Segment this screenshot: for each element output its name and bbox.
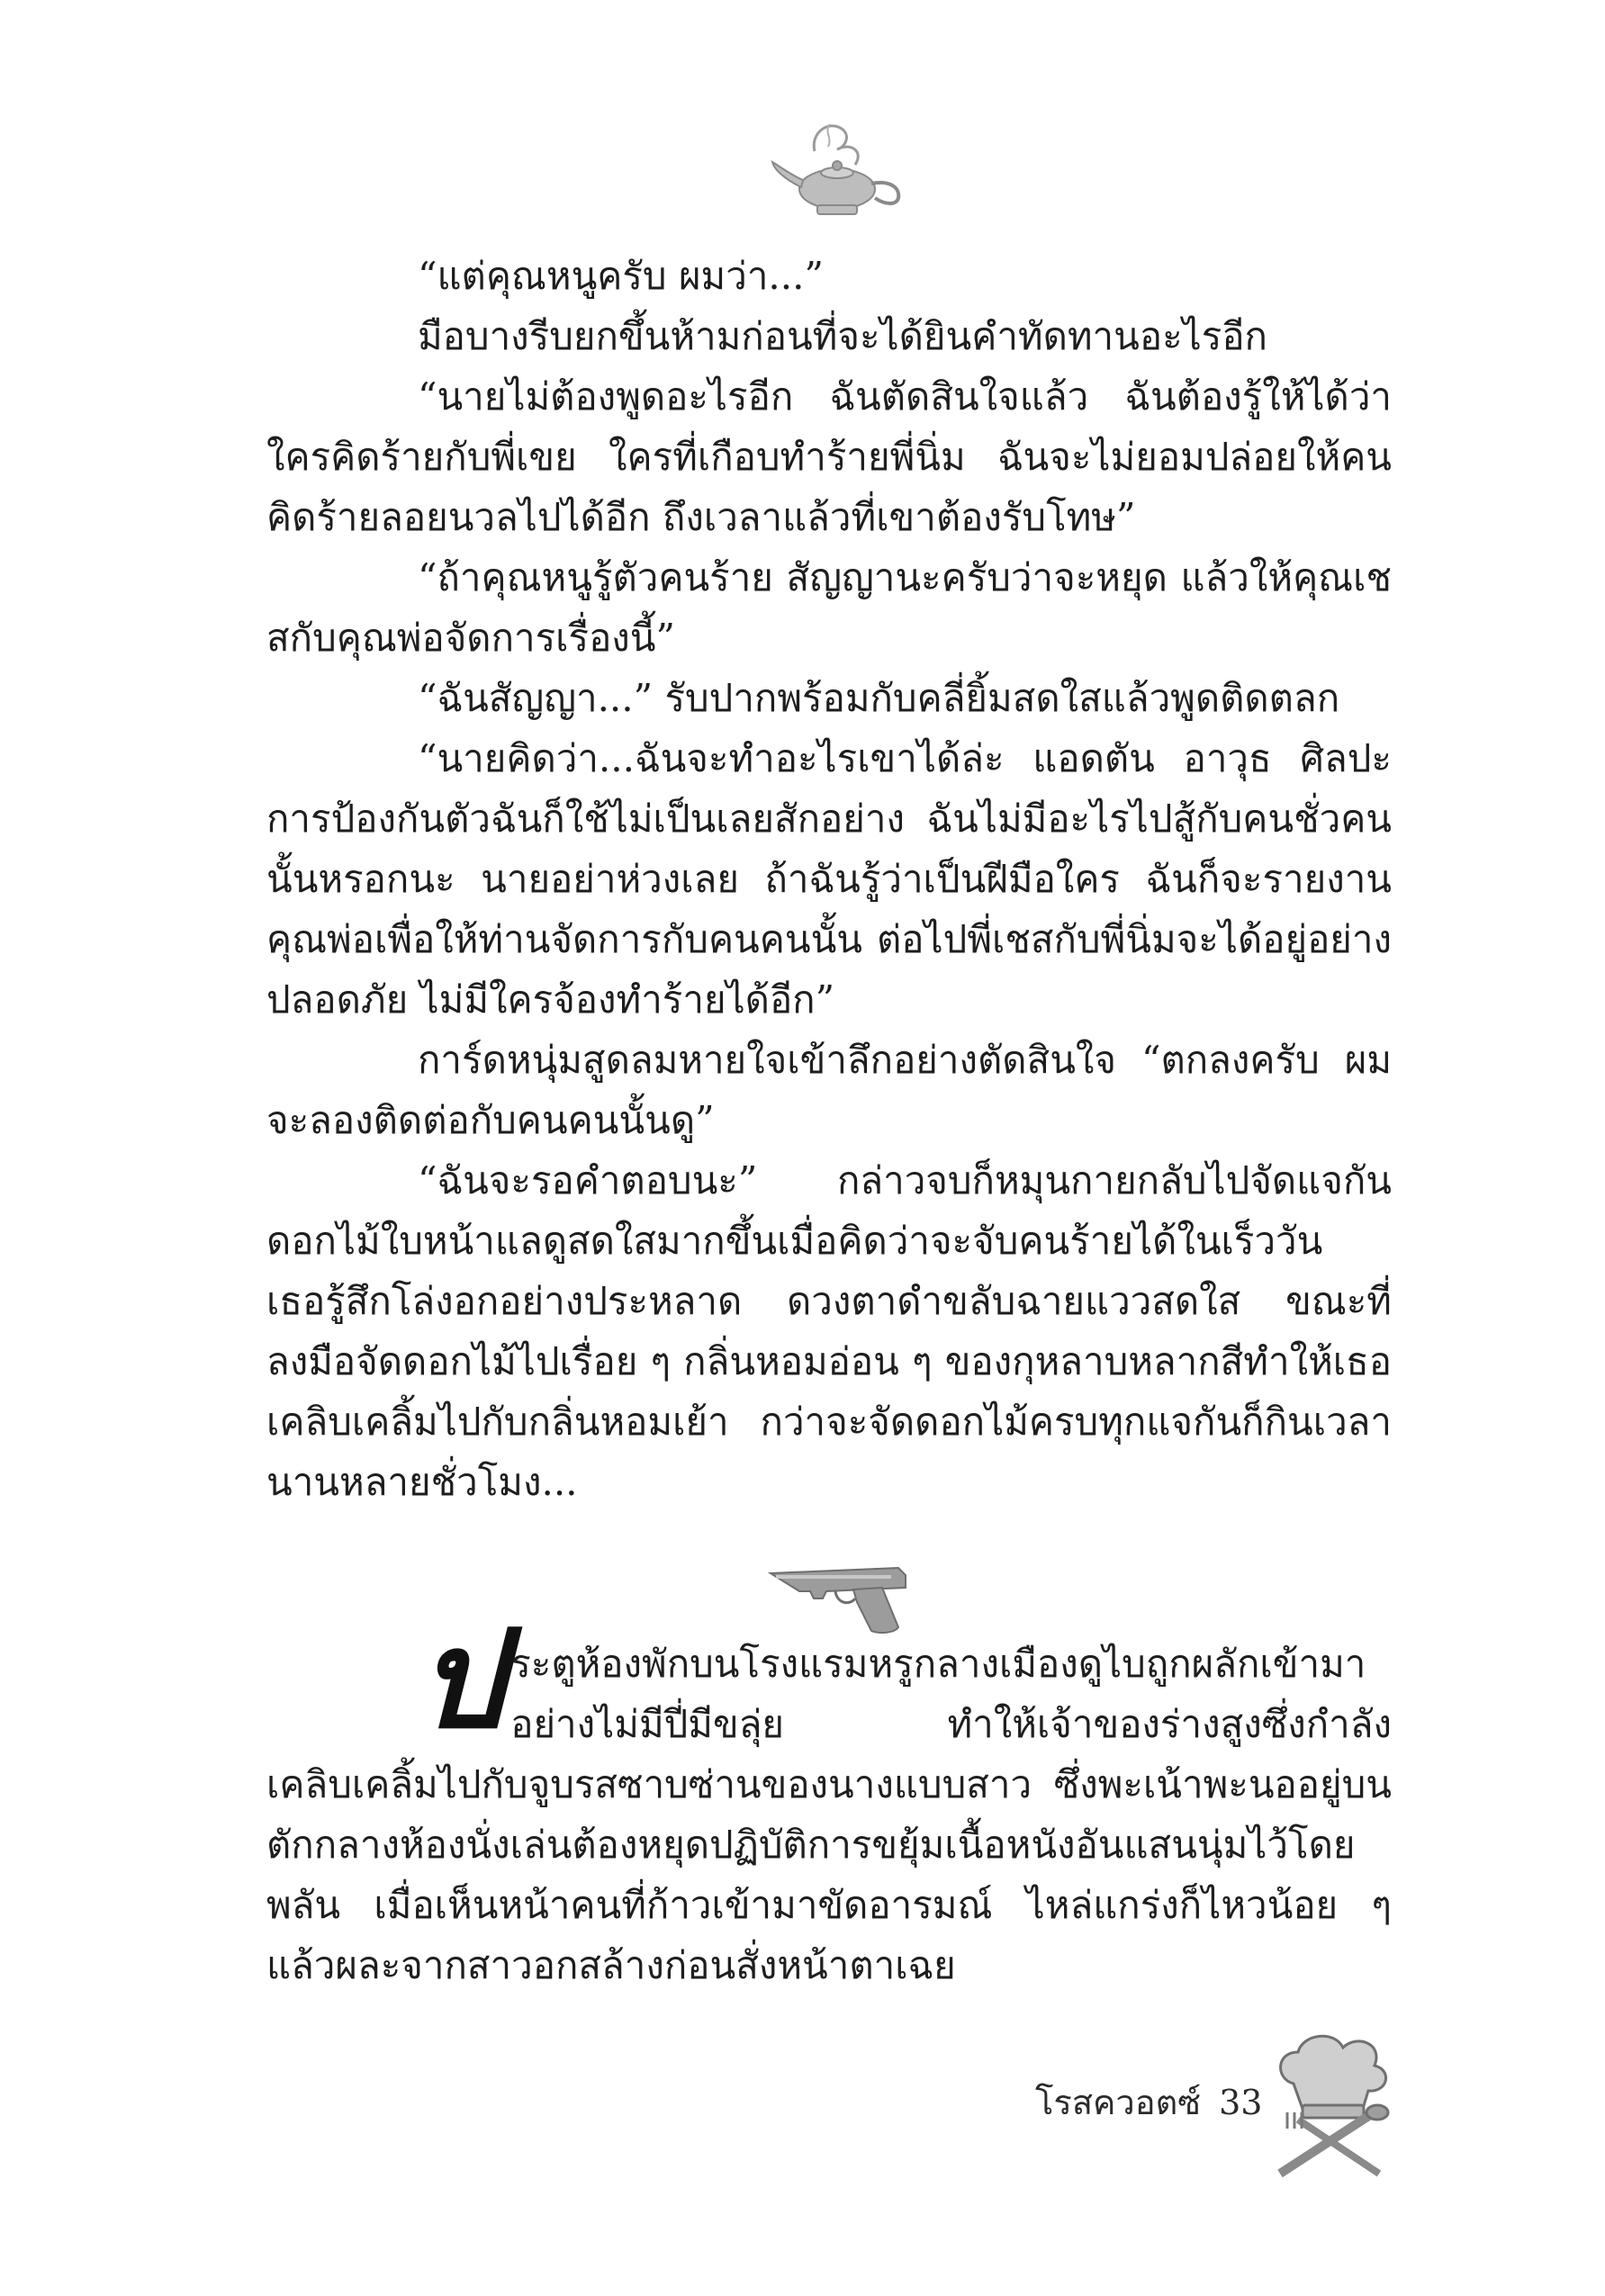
upper-text-block <box>266 246 1392 1512</box>
paragraph: การ์ดหนุ่มสูดลมหายใจเข้าลึกอย่างตัดสินใจ “ตกลงครับ ผมจะลองติดต่อกับคนคนนั้นดู” <box>266 1038 1392 1142</box>
paragraph <box>266 1602 1392 1995</box>
page-footer <box>1035 2075 1262 2129</box>
paragraph: “นายคิดว่า...ฉันจะทำอะไรเขาได้ล่ะ แอดตัน อาวุธ ศิลปะการป้องกันตัวฉันก็ใช้ไม่เป็นเลยสักอย่าง ฉันไม่มีอะไรไปสู้กับคนชั่วคนนั้นหรอกนะ นายอย่าห่วงเลย ถ้าฉันรู้ว่าเป็นฝีมือใคร ฉันก็จะรายงานคุณพ่อเพื่อให้ท่านจัดการกับคนคนนั้น ต่อไปพี่เชสกับพี่นิ่มจะได้อยู่อย่างปลอดภัย ไม่มีใครจ้องทำร้ายได้อีก” <box>266 736 1392 1022</box>
paragraph: มือบางรีบยกขึ้นห้ามก่อนที่จะได้ยินคำทัดทานอะไรอีก <box>418 314 1267 358</box>
pistol-icon <box>763 1548 916 1638</box>
paragraph-text: ระตูห้องพักบนโรงแรมหรูกลางเมืองดูไบถูกผลักเข้ามาอย่างไม่มีปี่มีขลุ่ย ทำให้เจ้าของร่างสูงซึ่งกำลังเคลิบเคลิ้มไปกับจูบรสซาบซ่านของนางแบบสาว ซึ่งพะเน้าพะนออยู่บนตักกลางห้องนั่งเล่นต้องหยุดปฏิบัติการขยุ้มเนื้อหนังอันแสนนุ่มไว้โดยพลัน เมื่อเห็นหน้าคนที่ก้าวเข้ามาขัดอารมณ์ ไหล่แกร่งก็ไหวน้อย ๆ แล้วผละจากสาวอกสล้างก่อนสั่งหน้าตาเฉย <box>266 1642 1392 1987</box>
paragraph: “ฉันสัญญา...” รับปากพร้อมกับคลี่ยิ้มสดใสแล้วพูดติดตลก <box>418 676 1340 720</box>
teapot-lamp-icon <box>765 115 909 232</box>
paragraph: “แต่คุณหนูครับ ผมว่า...” <box>418 254 824 298</box>
paragraph: “นายไม่ต้องพูดอะไรอีก ฉันตัดสินใจแล้ว ฉันต้องรู้ให้ได้ว่าใครคิดร้ายกับพี่เขย ใครที่เกือบทำร้ายพี่นิ่ม ฉันจะไม่ยอมปล่อยให้คนคิดร้ายลอยนวลไปได้อีก ถึงเวลาแล้วที่เขาต้องรับโทษ” <box>266 374 1392 539</box>
book-title: โรสควอตซ์ <box>1035 2083 1202 2122</box>
lower-text-block <box>266 1602 1392 1995</box>
drop-cap: ป <box>418 1602 504 1759</box>
paragraph: “ถ้าคุณหนูรู้ตัวคนร้าย สัญญานะครับว่าจะหยุด แล้วให้คุณเชสกับคุณพ่อจัดการเรื่องนี้” <box>266 555 1392 660</box>
paragraph: “ฉันจะรอคำตอบนะ” กล่าวจบก็หมุนกายกลับไปจัดแจกันดอกไม้ใบหน้าแลดูสดใสมากขึ้นเมื่อคิดว่าจะจับคนร้ายได้ในเร็ววัน เธอรู้สึกโล่งอกอย่างประหลาด ดวงตาดำขลับฉายแววสดใส ขณะที่ลงมือจัดดอกไม้ไปเรื่อย ๆ กลิ่นหอมอ่อน ๆ ของกุหลาบหลากสีทำให้เธอเคลิบเคลิ้มไปกับกลิ่นหอมเย้า กว่าจะจัดดอกไม้ครบทุกแจกันก็กินเวลานานหลายชั่วโมง... <box>266 1158 1392 1504</box>
page-number: 33 <box>1219 2083 1263 2122</box>
chef-hat-utensils-icon <box>1262 2030 1397 2183</box>
